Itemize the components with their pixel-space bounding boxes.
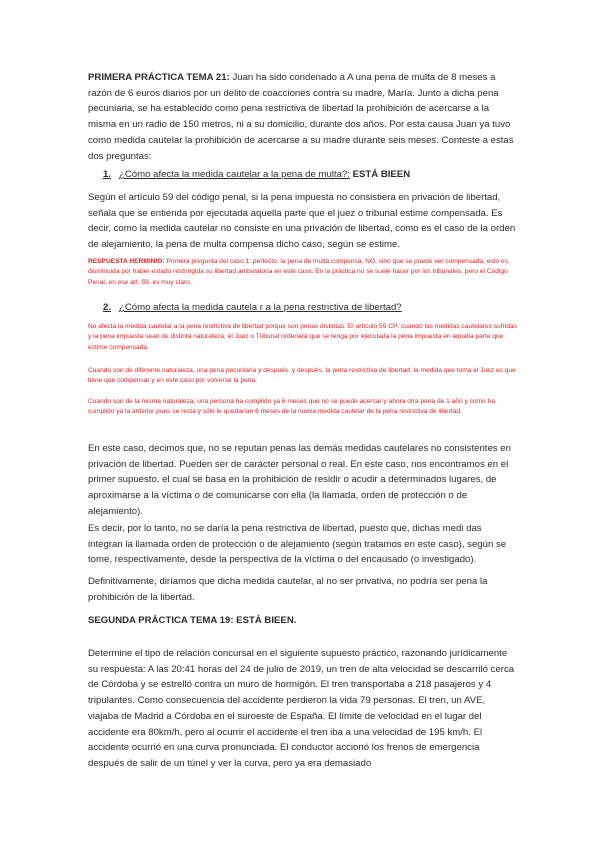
question-2-number: 2. [103,302,112,313]
paragraph-2 [88,521,516,568]
practice2-title-block [88,613,516,629]
paragraph-2-text: Es decir, por lo tanto, no se daría la pena restrictiva de libertad, puesto que, dichas medi das integran la llamada orden de protección o de alejamiento (según tratamos en este caso), según se tome, respectivamente, desde la perspectiva de la víctima o del encausado (o investigado). [88,523,507,566]
feedback-2b [88,366,518,387]
feedback-1-label: RESPUESTA HERMINIO: [88,258,165,265]
paragraph-3-text: Definitivamente, diríamos que dicha medida cautelar, al no ser privativa, no podría ser pena la prohibición de la libertad. [88,576,488,603]
feedback-2b-text: Cuando son de diferente naturaleza, una pena pecuniaria y después, y después, la pena restrictiva de libertad, la medida que toma el Juez es que tiene que compensar y en este caso por volverse la pena. [88,367,516,385]
feedback-2c [88,397,518,418]
paragraph-3 [88,574,516,605]
practice2-statement [88,646,516,772]
question-1-number: 1. [103,169,112,180]
practice2-statement-text: Determine el tipo de relación concursal en el siguiente supuesto práctico, razonando jurídicamente su respuesta: A las 20:41 horas del 24 de julio de 2019, un tren de alta velocidad se descarriló cerca de Córdoba y se estrelló contra un muro de hormigón. El tren transportaba a 218 pasajeros y 4 tripulantes. Como consecuencia del accidente perdieron la vida 79 personas. El tren, un AVE, viajaba de Madrid a Córdoba en el suroeste de España. El límite de velocidad en el lugar del accidente era 80km/h, pero al ocurrir el accidente el tren iba a una velocidad de 195 km/h. El accidente ocurrió en una curva pronunciada. El conductor accionó los frenos de emergencia después de salir de un túnel y ver la curva, pero ya era demasiado [88,648,515,769]
question-1-text: ¿Cómo afecta la medida cautelar a la pena de multa?: [119,169,350,180]
practice1-statement [88,70,516,164]
practice2-title: SEGUNDA PRÁCTICA TEMA 19: ESTÁ BIEEN. [88,615,297,626]
paragraph-1 [88,441,516,520]
feedback-2a [88,322,518,353]
answer-1 [88,190,516,253]
practice1-statement-text: Juan ha sido condenado a A una pena de multa de 8 meses a razón de 6 euros diarios por un delito de coacciones contra su madre, María. Junto a dicha pena pecuniaria, se ha establecido como pena restrictiva de libertad la prohibición de acercarse a la misma en un radio de 150 metros, ni a su domicilio, durante dos años. Por esta causa Juan ya tuvo como medida cautelar la prohibición de acercarse a su madre durante seis meses. Conteste a estas dos preguntas: [88,72,514,162]
feedback-1-text: Primera pregunta del caso 1: perfecto. la pena de multa compensa, NO, sino que se puede ver compensada, esto es, disminuida por haber estado restringida su libertad ambulatoria en este caso. En la práctica no se suele hacer por los tribunales, pero el Código Penal, en ese art. 59, es muy claro. [88,258,510,286]
question-1 [103,167,523,182]
question-1-grade: ESTÁ BIEEN [349,169,411,180]
practice1-title: PRIMERA PRÁCTICA TEMA 21: [88,72,230,83]
paragraph-1-text: En este caso, decimos que, no se reputan penas las demás medidas cautelares no consistentes en privación de libertad. Pueden ser de carácter personal o real. En este caso, nos encontramos en el primer supuesto, el cual se basa en la prohibición de residir o acudir a determinados lugares, de aproximarse a la víctima o de comunicarse con ella (la llamada, orden de protección o de alejamiento). [88,443,511,517]
feedback-1 [88,257,518,288]
question-2 [103,300,523,315]
answer-1-text: Según el artículo 59 del código penal, si la pena impuesta no consistiera en privación de libertad, señala que se entienda por ejecutada aquella parte que el juez o tribunal estime compensada. Es decir, como la medida cautelar no consiste en una privación de libertad, como es el caso de la orden de alejamiento, la pena de multa compensa dicho caso, según se estime. [88,192,516,251]
feedback-2c-text: Cuando son de la misma naturaleza, una persona ha cumplido ya 6 meses que no se puede acercar y ahora otra pena de 1 año y como ha cumplido ya la anterior pues se resta y sólo le quedarían 6 meses de la nueva medida cautelar de la pena restrictiva de libertad. [88,398,495,416]
question-2-text: ¿Cómo afecta la medida cautela r a la pena restrictiva de libertad? [119,302,402,313]
feedback-2a-text: No afecta la medida cautelar a la pena restrictiva de libertad porque son penas distintas. El artículo 59 CP: cuando las medidas cautelares sufridas y la pena impuesta sean de distinta naturaleza, el Juez o Tribunal ordenará que se tenga por ejecutada la pena impuesta en aquella parte que estime compensada. [88,323,517,351]
